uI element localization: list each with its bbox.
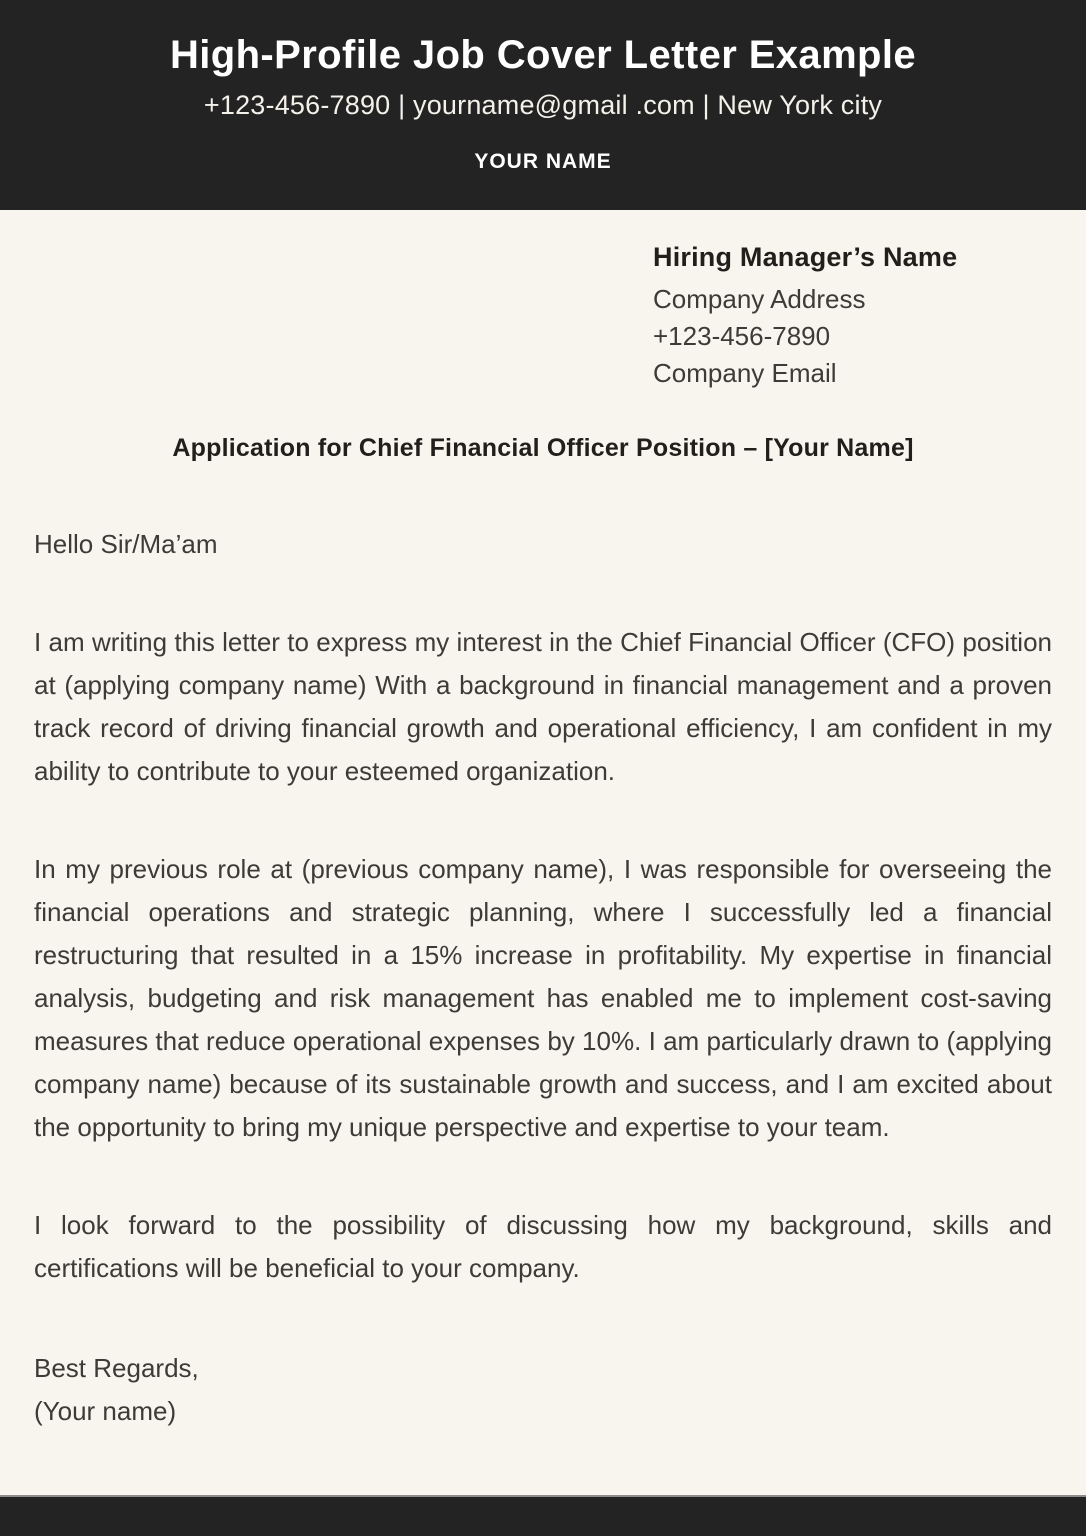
letter-body <box>0 210 1086 1495</box>
recipient-address: Company Address <box>653 284 866 314</box>
closing-regards: Best Regards, <box>34 1353 199 1383</box>
closing-signature: (Your name) <box>34 1396 177 1426</box>
paragraph-3: I look forward to the possibility of discussing how my background, skills and certifications will be beneficial to your company. <box>34 1210 1052 1283</box>
recipient-name: Hiring Manager’s Name <box>653 242 958 272</box>
greeting: Hello Sir/Ma’am <box>34 529 218 559</box>
paragraph-1: I am writing this letter to express my interest in the Chief Financial Officer (CFO) position at (applying company name) With a background in financial management and a proven track record of driving financial growth and operational efficiency, I am confident in my ability to contribute to your esteemed organization. <box>34 627 1052 786</box>
page-title: High-Profile Job Cover Letter Example <box>169 33 917 77</box>
letter-footer <box>0 1495 1086 1536</box>
recipient-email: Company Email <box>653 358 837 388</box>
paragraph-2: In my previous role at (previous company name), I was responsible for overseeing the financial operations and strategic planning, where I successfully led a financial restructuring that resulted in a 15% increase in profitability. My expertise in financial analysis, budgeting and risk management has enabled me to implement cost-saving measures that reduce operational expenses by 10%. I am particularly drawn to (applying company name) because of its sustainable growth and success, and I am excited about the opportunity to bring my unique perspective and expertise to your team. <box>34 854 1052 1142</box>
subject-line: Application for Chief Financial Officer Position – [Your Name] <box>172 434 914 462</box>
header-your-name: YOUR NAME <box>474 150 612 173</box>
closing-block <box>34 1347 1052 1433</box>
recipient-phone: +123-456-7890 <box>653 321 831 351</box>
letter-header <box>0 0 1086 210</box>
recipient-block <box>653 242 1052 392</box>
header-contact-line: +123-456-7890 | yourname@gmail .com | New York city <box>203 90 883 120</box>
